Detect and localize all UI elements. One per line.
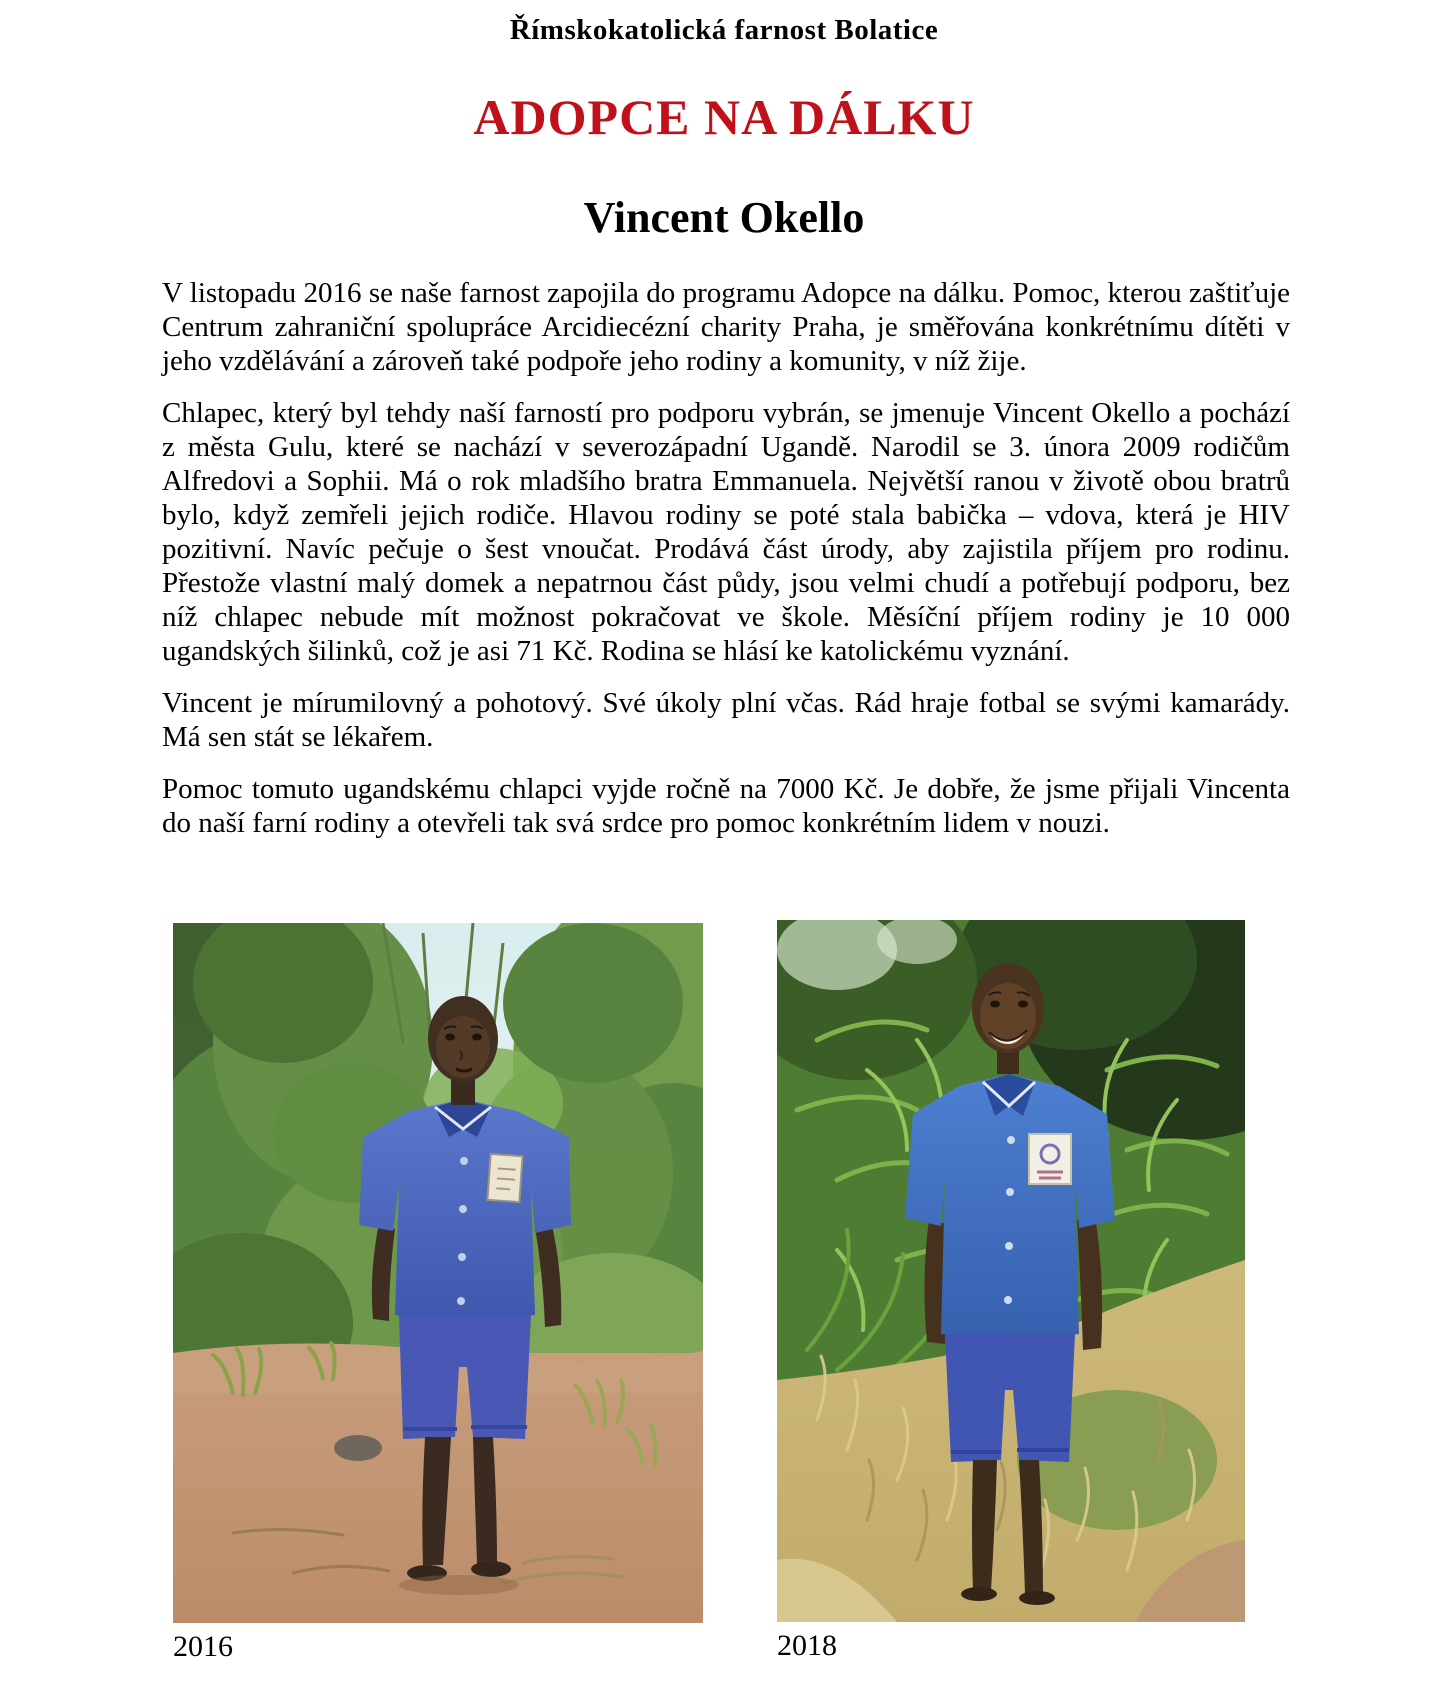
figure-2018 [777,920,1245,1663]
paragraph-child-background: Chlapec, který byl tehdy naší farností pro podporu vybrán, se jmenuje Vincent Okello a pochází z města Gulu, které se nachází v severozápadní Ugandě. Narodil se 3. února 2009 rodičům Alfredovi a Sophii. Má o rok mladšího bratra Emmanuela. Největší ranou v životě obou bratrů bylo, když zemřeli jejich rodiče. Hlavou rodiny se poté stala babička – vdova, která je HIV pozitivní. Navíc pečuje o šest vnoučat. Prodává část úrody, aby zajistila příjem pro rodinu. Přestože vlastní malý domek a nepatrnou část půdy, jsou velmi chudí a potřebují podporu, bez níž chlapec nebude mít možnost pokračovat ve škole. Měsíční příjem rodiny je 10 000 ugandských šilinků, což je asi 71 Kč. Rodina se hlásí ke katolickému vyznání. [162,397,1290,667]
photo-2016 [173,923,703,1623]
photo-2018 [777,920,1245,1622]
paragraph-child-character: Vincent je mírumilovný a pohotový. Své úkoly plní včas. Rád hraje fotbal se svými kamarády. Má sen stát se lékařem. [162,687,1290,753]
child-name-heading: Vincent Okello [583,193,865,242]
page-title: ADOPCE NA DÁLKU [473,89,975,145]
stone [334,1435,382,1461]
paragraph-program-intro: V listopadu 2016 se naše farnost zapojila do programu Adopce na dálku. Pomoc, kterou zaštiťuje Centrum zahraniční spolupráce Arcidiecézní charity Praha, je směřována konkrétnímu dítěti v jeho vzdělávání a zároveň také podpoře jeho rodiny a komunity, v níž žije. [162,277,1290,377]
parish-name: Římskokatolická farnost Bolatice [509,14,939,46]
paragraph-support-cost: Pomoc tomuto ugandskému chlapci vyjde ročně na 7000 Kč. Je dobře, že jsme přijali Vincenta do naší farní rodiny a otevřeli tak svá srdce pro pomoc konkrétním lidem v nouzi. [162,773,1290,839]
figure-2016 [173,923,703,1664]
photo-caption-2016: 2016 [173,1630,233,1663]
uniform-badge [1029,1134,1071,1184]
document-body [162,276,1290,858]
uniform-badge [487,1154,522,1202]
photo-caption-2018: 2018 [777,1629,837,1662]
